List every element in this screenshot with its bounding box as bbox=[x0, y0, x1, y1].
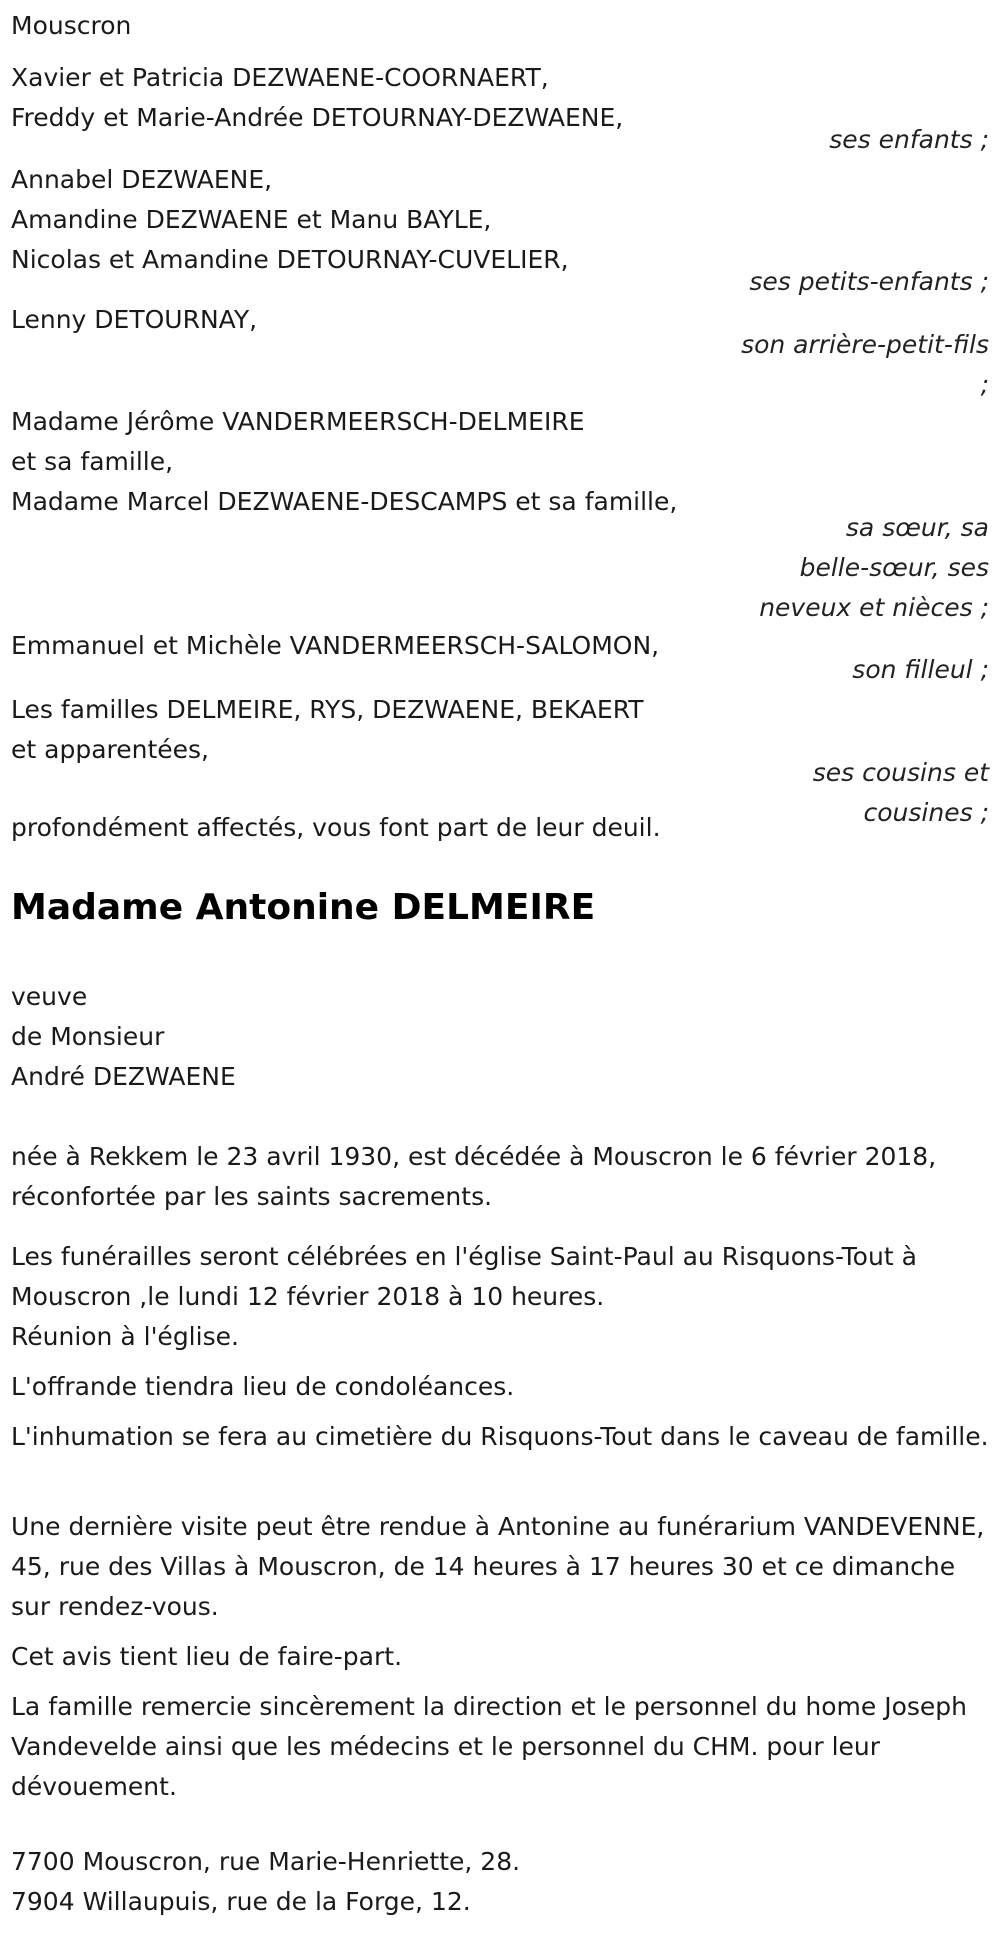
family-line: et apparentées, bbox=[11, 735, 209, 764]
notice-paragraph: Une dernière visite peut être rendue à Antonine au funérarium VANDEVENNE, 45, rue des Villas à Mouscron, de 14 heures à 17 heures 30 et ce dimanche sur rendez-vous. bbox=[11, 1512, 985, 1621]
relation-label: ses petits-enfants ; bbox=[749, 267, 989, 296]
notice-paragraph: L'inhumation se fera au cimetière du Risquons-Tout dans le caveau de famille. bbox=[11, 1422, 989, 1451]
family-line: Nicolas et Amandine DETOURNAY-CUVELIER, bbox=[11, 245, 569, 274]
notice-paragraph: Cet avis tient lieu de faire-part. bbox=[11, 1642, 403, 1671]
family-line: Xavier et Patricia DEZWAENE-COORNAERT, bbox=[11, 63, 549, 92]
family-line: Annabel DEZWAENE, bbox=[11, 165, 273, 194]
address-line: 7700 Mouscron, rue Marie-Henriette, 28. bbox=[11, 1847, 521, 1876]
family-line: Amandine DEZWAENE et Manu BAYLE, bbox=[11, 205, 492, 234]
relation-label: cousines ; bbox=[863, 798, 989, 827]
family-line: Madame Marcel DEZWAENE-DESCAMPS et sa famille, bbox=[11, 487, 678, 516]
relation-label: son filleul ; bbox=[852, 655, 989, 684]
family-line: Emmanuel et Michèle VANDERMEERSCH-SALOMON, bbox=[11, 631, 660, 660]
notice-paragraph: La famille remercie sincèrement la direction et le personnel du home Joseph Vandevelde ainsi que les médecins et le personnel du CHM. pour leur dévouement. bbox=[11, 1692, 968, 1801]
deceased-name: Madame Antonine DELMEIRE bbox=[11, 887, 596, 928]
widow-line: de Monsieur bbox=[11, 1022, 165, 1051]
notice-paragraph: née à Rekkem le 23 avril 1930, est décédée à Mouscron le 6 février 2018, réconfortée par les saints sacrements. bbox=[11, 1142, 937, 1211]
relation-label: ses enfants ; bbox=[829, 125, 989, 154]
family-line: Les familles DELMEIRE, RYS, DEZWAENE, BEKAERT bbox=[11, 695, 644, 724]
widow-line: André DEZWAENE bbox=[11, 1062, 236, 1091]
relation-label: neveux et nièces ; bbox=[759, 593, 989, 622]
family-line: Freddy et Marie-Andrée DETOURNAY-DEZWAENE, bbox=[11, 103, 624, 132]
address-line: 7904 Willaupuis, rue de la Forge, 12. bbox=[11, 1887, 471, 1916]
relation-label: son arrière-petit-fils bbox=[741, 330, 989, 359]
relation-label: belle-sœur, ses bbox=[799, 553, 989, 582]
family-line: Lenny DETOURNAY, bbox=[11, 305, 258, 334]
city-heading: Mouscron bbox=[11, 11, 132, 40]
notice-paragraph: Réunion à l'église. bbox=[11, 1322, 239, 1351]
notice-paragraph: Les funérailles seront célébrées en l'église Saint-Paul au Risquons-Tout à Mouscron ,le lundi 12 février 2018 à 10 heures. bbox=[11, 1242, 917, 1311]
notice-paragraph: L'offrande tiendra lieu de condoléances. bbox=[11, 1372, 515, 1401]
widow-line: veuve bbox=[11, 982, 88, 1011]
relation-label: ; bbox=[980, 370, 989, 399]
family-line: et sa famille, bbox=[11, 447, 174, 476]
relation-label: sa sœur, sa bbox=[845, 513, 989, 542]
closing-line: profondément affectés, vous font part de leur deuil. bbox=[11, 813, 661, 842]
family-line: Madame Jérôme VANDERMEERSCH-DELMEIRE bbox=[11, 407, 585, 436]
relation-label: ses cousins et bbox=[812, 758, 989, 787]
